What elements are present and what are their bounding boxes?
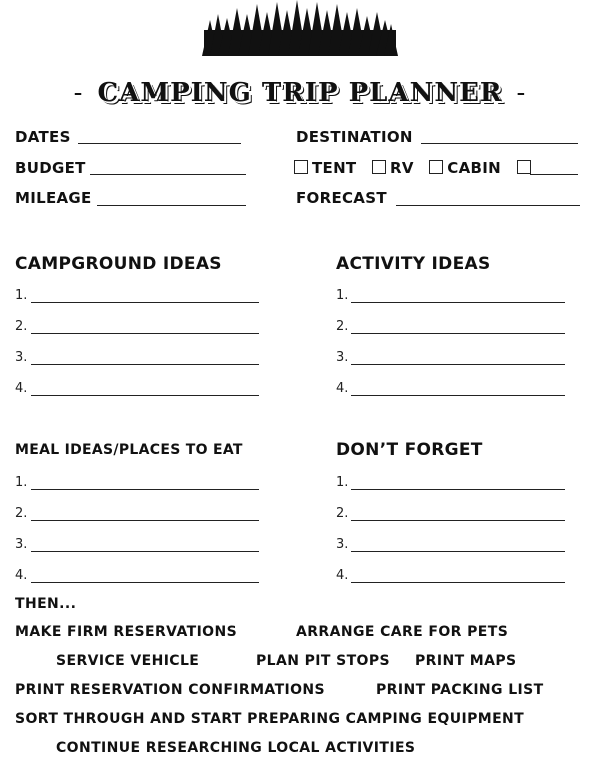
campground-line-3[interactable] (31, 364, 259, 365)
task-print-packing-list: PRINT PACKING LIST (376, 682, 544, 698)
tent-label: TENT (312, 159, 357, 177)
dates-label: DATES (15, 128, 71, 146)
dont-forget-line-4[interactable] (351, 582, 565, 583)
title-dash-right: - (516, 78, 527, 108)
campground-number-4: 4. (15, 381, 28, 396)
other-checkbox[interactable] (517, 160, 531, 174)
dont-forget-number-1: 1. (336, 475, 349, 490)
activity-number-1: 1. (336, 288, 349, 303)
forecast-field[interactable] (396, 205, 580, 206)
activity-ideas-heading: ACTIVITY IDEAS (336, 254, 491, 274)
destination-field[interactable] (421, 143, 578, 144)
dont-forget-heading: DON’T FORGET (336, 440, 483, 460)
title-dash-left: - (73, 78, 84, 108)
destination-label: DESTINATION (296, 128, 413, 146)
rv-label: RV (390, 159, 414, 177)
dont-forget-number-2: 2. (336, 506, 349, 521)
dont-forget-number-4: 4. (336, 568, 349, 583)
lodging-options (294, 159, 535, 177)
meal-number-1: 1. (15, 475, 28, 490)
task-service-vehicle: SERVICE VEHICLE (56, 653, 200, 669)
task-print-maps: PRINT MAPS (415, 653, 517, 669)
cabin-checkbox[interactable] (429, 160, 443, 174)
campground-number-2: 2. (15, 319, 28, 334)
meal-ideas-heading: MEAL IDEAS/PLACES TO EAT (15, 442, 243, 458)
campground-number-3: 3. (15, 350, 28, 365)
activity-number-2: 2. (336, 319, 349, 334)
task-arrange-care-for-pets: ARRANGE CARE FOR PETS (296, 624, 509, 640)
cabin-label: CABIN (447, 159, 501, 177)
rv-checkbox[interactable] (372, 160, 386, 174)
meal-number-4: 4. (15, 568, 28, 583)
campground-ideas-heading: CAMPGROUND IDEAS (15, 254, 222, 274)
activity-line-2[interactable] (351, 333, 565, 334)
dont-forget-number-3: 3. (336, 537, 349, 552)
campground-line-2[interactable] (31, 333, 259, 334)
activity-line-3[interactable] (351, 364, 565, 365)
meal-line-3[interactable] (31, 551, 259, 552)
page-title (0, 78, 600, 108)
meal-number-3: 3. (15, 537, 28, 552)
meal-line-1[interactable] (31, 489, 259, 490)
task-make-firm-reservations: MAKE FIRM RESERVATIONS (15, 624, 238, 640)
activity-number-3: 3. (336, 350, 349, 365)
task-sort-camping-equipment: SORT THROUGH AND START PREPARING CAMPING EQUIPMENT (15, 711, 525, 727)
activity-line-1[interactable] (351, 302, 565, 303)
activity-number-4: 4. (336, 381, 349, 396)
budget-field[interactable] (90, 174, 246, 175)
activity-line-4[interactable] (351, 395, 565, 396)
task-continue-researching: CONTINUE RESEARCHING LOCAL ACTIVITIES (56, 740, 416, 756)
budget-label: BUDGET (15, 159, 86, 177)
then-heading: THEN... (15, 596, 77, 612)
campground-line-1[interactable] (31, 302, 259, 303)
campground-number-1: 1. (15, 288, 28, 303)
meal-number-2: 2. (15, 506, 28, 521)
mileage-label: MILEAGE (15, 189, 92, 207)
forecast-label: FORECAST (296, 189, 387, 207)
dates-field[interactable] (78, 143, 241, 144)
tent-checkbox[interactable] (294, 160, 308, 174)
tree-line-icon (200, 0, 400, 58)
title-text: CAMPING TRIP PLANNER (97, 78, 503, 108)
other-lodging-field[interactable] (530, 174, 578, 175)
mileage-field[interactable] (97, 205, 246, 206)
meal-line-2[interactable] (31, 520, 259, 521)
task-plan-pit-stops: PLAN PIT STOPS (256, 653, 390, 669)
task-print-reservation-confirmations: PRINT RESERVATION CONFIRMATIONS (15, 682, 326, 698)
campground-line-4[interactable] (31, 395, 259, 396)
dont-forget-line-2[interactable] (351, 520, 565, 521)
dont-forget-line-1[interactable] (351, 489, 565, 490)
dont-forget-line-3[interactable] (351, 551, 565, 552)
meal-line-4[interactable] (31, 582, 259, 583)
